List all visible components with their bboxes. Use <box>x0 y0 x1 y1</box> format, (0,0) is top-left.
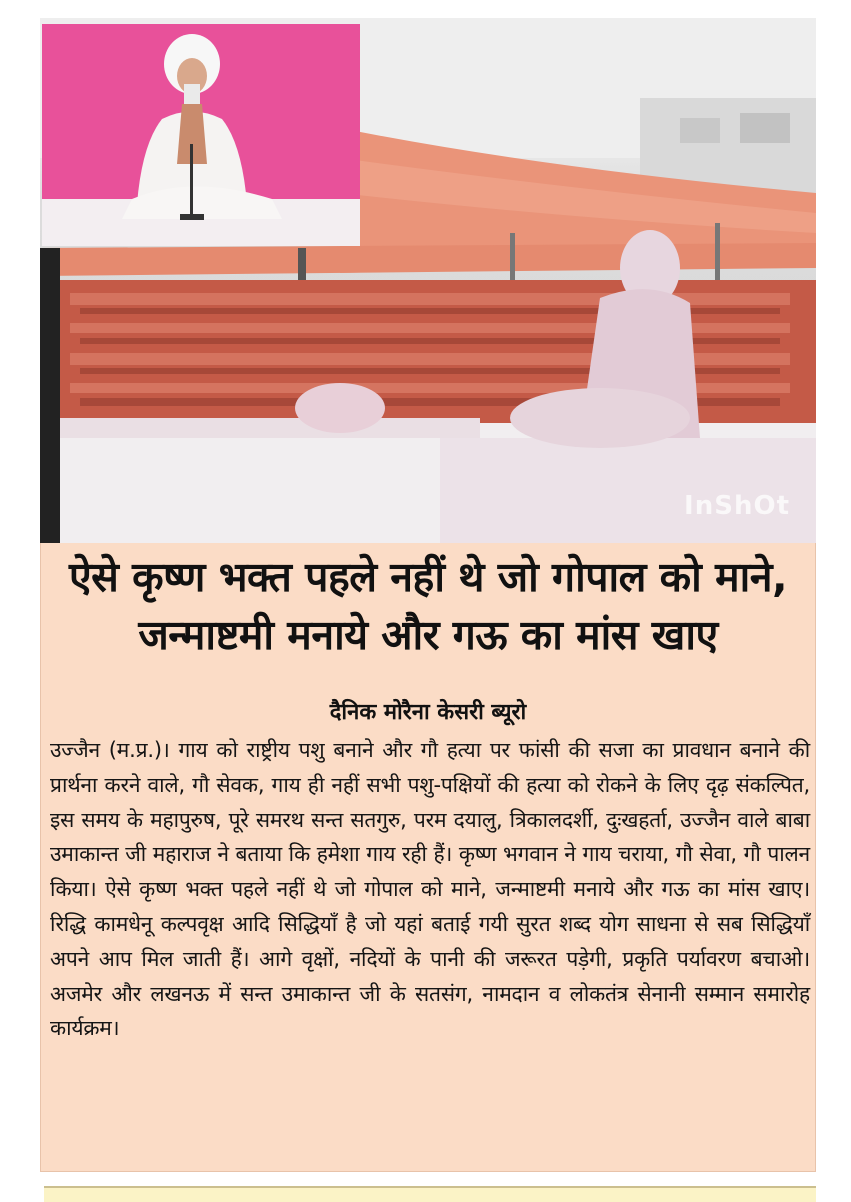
event-photo <box>40 18 816 543</box>
byline: दैनिक मोरैना केसरी ब्यूरो <box>329 700 527 725</box>
inshot-watermark: InShOt <box>684 491 790 521</box>
seated-saint-illustration <box>42 24 360 246</box>
headline: ऐसे कृष्ण भक्त पहले नहीं थे जो गोपाल को माने, जन्माष्टमी मनाये और गऊ का मांस खाए <box>68 553 788 659</box>
inset-photo-speaker <box>42 24 360 246</box>
article-body: उज्जैन (म.प्र.)। गाय को राष्ट्रीय पशु बनाने और गौ हत्या पर फांसी की सजा का प्रावधान बनाने की प्रार्थना करने वाले, गौ सेवक, गाय ही नहीं सभी पशु-पक्षियों की हत्या को रोकने के लिए दृढ़ संकल्पित, इस समय के महापुरुष, पूरे समरथ सन्त सतगुरु, परम दयालु, त्रिकालदर्शी, दुःखहर्ता, उज्जैन वाले बाबा उमाकान्त जी महाराज ने बताया कि हमेशा गाय रही हैं। कृष्ण भगवान ने गाय चराया, गौ सेवा, गौ पालन किया। ऐसे कृष्ण भक्त पहले नहीं थे जो गोपाल को माने, जन्माष्टमी मनाये और गऊ का मांस खाए। रिद्धि कामधेनू कल्पवृक्ष आदि सिद्धियाँ है जो यहां बताई गयी सुरत शब्द योग साधना से सब सिद्धियाँ अपने आप मिल जाती हैं। आगे वृक्षों, नदियों के पानी की जरूरत पड़ेगी, प्रकृति पर्यावरण बचाओ। अजमेर और लखनऊ में सन्त उमाकान्त जी के सतसंग, नामदान व लोकतंत्र सेनानी सम्मान समारोह कार्यक्रम। <box>50 738 810 1041</box>
